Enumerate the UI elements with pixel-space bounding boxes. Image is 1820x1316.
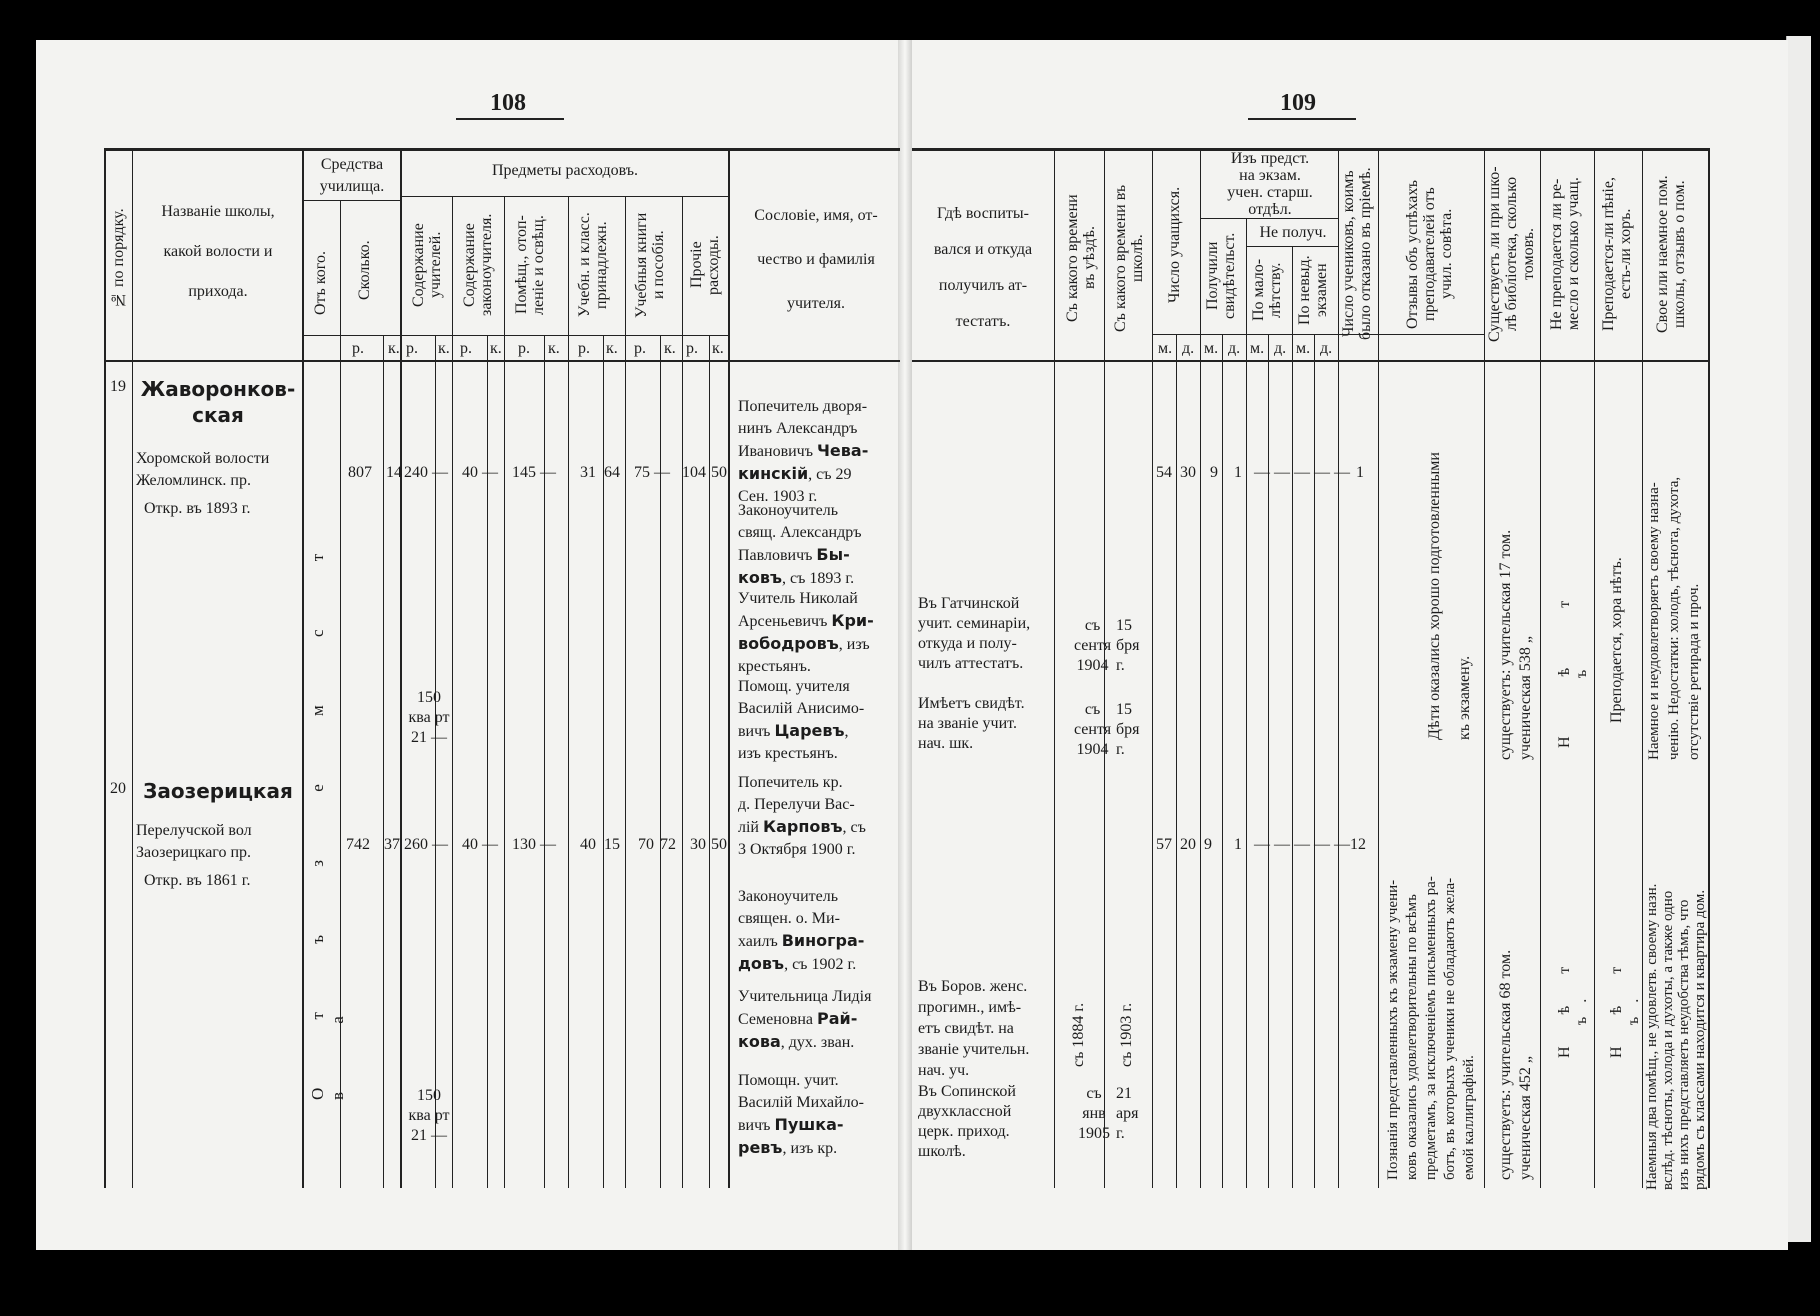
header-exp-law: Содержание законоучителя. bbox=[461, 213, 495, 317]
school-volost: Хоромской волости Желомлинск. пр. bbox=[136, 450, 270, 489]
header-reviews: Отзывы объ успѣхахъ преподавателей отъ учил. совѣта. bbox=[1404, 179, 1455, 329]
exp-books-kop: 72 bbox=[660, 836, 676, 853]
header-kop: к. bbox=[438, 340, 450, 357]
header-school-name: Названіе школы, какой волости и прихода. bbox=[161, 203, 275, 300]
header-kop: к. bbox=[490, 340, 502, 357]
got-cert-m: 9 bbox=[1210, 464, 1218, 481]
where-educated-assistant: Въ Сопинской двухклассной церк. приход. школѣ. bbox=[918, 1083, 1016, 1160]
how-much-rub: 807 bbox=[348, 464, 372, 481]
since-school-teacher: съ 1903 г. bbox=[1118, 1002, 1135, 1068]
header-rub: р. bbox=[518, 340, 530, 357]
row-number: 19 bbox=[110, 378, 126, 395]
dash-cell: — — — — — bbox=[1254, 836, 1350, 853]
got-cert-d: 1 bbox=[1234, 836, 1242, 853]
teacher-entry: Помощ. учителя Василій Анисимо- вичъ Царевъ, изъ крестьянъ. bbox=[738, 678, 865, 762]
header-kop: к. bbox=[664, 340, 676, 357]
teacher-entry: Законоучитель священ. о. Ми- хаилъ Виногра- довъ, съ 1902 г. bbox=[738, 888, 865, 973]
school-name: Заозерицкая bbox=[143, 779, 293, 803]
header-exp-books: Учебныя книги и пособія. bbox=[633, 212, 667, 318]
how-much-kop: 37 bbox=[384, 836, 400, 853]
header-rub: р. bbox=[406, 340, 418, 357]
rejected-value: 1 bbox=[1356, 464, 1364, 481]
students-d: 30 bbox=[1180, 464, 1196, 481]
school-volost: Перелучской вол Заозерицкаго пр. bbox=[136, 822, 252, 861]
reviews-text-s19: Дѣти оказались хорошо подготовленными къ экзамену. bbox=[1426, 452, 1473, 740]
page-number-left: 108 bbox=[490, 90, 526, 116]
header-exp-room: Помѣщ., отоп- леніе и освѣщ. bbox=[513, 215, 547, 315]
header-kop: к. bbox=[548, 340, 560, 357]
teacher-entry: Помощн. учит. Василій Михайло- вичъ Пушка- ревъ, изъ кр. bbox=[738, 1072, 864, 1157]
header-kop: к. bbox=[606, 340, 618, 357]
exp-supplies-rub: 31 bbox=[580, 464, 596, 481]
got-cert-m: 9 bbox=[1204, 836, 1212, 853]
school-name: Жаворонков- ская bbox=[140, 377, 296, 427]
school-opened: Откр. въ 1893 г. bbox=[144, 500, 251, 517]
since-uezd-teacher: съ сентя 1904 bbox=[1074, 617, 1112, 674]
got-cert-d: 1 bbox=[1234, 464, 1242, 481]
header-kop: к. bbox=[712, 340, 724, 357]
library-text-s20: существуетъ: учительская 68 том. ученическая 452 „ bbox=[1497, 949, 1534, 1180]
dash-cell: — — — — — bbox=[1254, 464, 1350, 481]
header-rub: р. bbox=[578, 340, 590, 357]
exp-law-value: 40 — bbox=[462, 836, 498, 853]
how-much-rub: 742 bbox=[346, 836, 370, 853]
header-not-passed: По невыд. экзамен bbox=[1296, 255, 1330, 325]
header-from-whom: Отъ кого. bbox=[312, 251, 329, 315]
exp-law-value: 40 — bbox=[462, 464, 498, 481]
exp-other-kop: 50 bbox=[711, 464, 727, 481]
since-uezd-teacher: съ 1884 г. bbox=[1070, 1002, 1087, 1068]
since-school-teacher: 15 бря г. bbox=[1116, 617, 1140, 674]
since-uezd-assistant: съ янв 1905 bbox=[1078, 1085, 1110, 1142]
header-library: Существуетъ ли при шко- лѣ библіотека, сколько томовъ. bbox=[1486, 166, 1537, 342]
rejected-value: 12 bbox=[1350, 836, 1366, 853]
crafts-text-s20: Н ѣ т ъ. bbox=[1556, 952, 1590, 1058]
exp-other-kop: 50 bbox=[711, 836, 727, 853]
page-edge bbox=[1786, 36, 1811, 1242]
school-opened: Откр. въ 1861 г. bbox=[144, 872, 251, 889]
header-since-uezd: Съ какого времени въ уѣздѣ. bbox=[1064, 194, 1098, 322]
students-m: 54 bbox=[1156, 464, 1172, 481]
since-school-assistant: 15 бря г. bbox=[1116, 701, 1140, 758]
premises-text-s20: Наемныя два помѣщ., не удовлетв. своему назн. вслѣд. тѣсноты, холода и духоты, а также одно изъ нихъ представляетъ неудобства тѣмъ, что рядомъ съ классами находится и квартира дом. bbox=[1644, 883, 1708, 1190]
header-exp-teachers: Содержание учителей. bbox=[410, 223, 444, 307]
header-not-got: Не получ. bbox=[1259, 224, 1327, 241]
header-crafts: Не преподается ли ре- месло и сколько учащ. bbox=[1548, 177, 1582, 331]
assistant-pay: 150 ква рт 21 — bbox=[408, 1087, 450, 1144]
exp-supplies-rub: 40 bbox=[580, 836, 596, 853]
exp-books-value: 75 — bbox=[634, 464, 670, 481]
exp-other-rub: 30 bbox=[690, 836, 706, 853]
page-number-rule bbox=[1248, 118, 1356, 120]
header-means: Средства училища. bbox=[319, 156, 385, 195]
teacher-entry: Попечитель кр. д. Перелучи Вас- лій Карповъ, съ 3 Октября 1900 г. bbox=[738, 774, 866, 858]
singing-text-s20: Н ѣ т ъ. bbox=[1608, 952, 1642, 1058]
exp-room-value: 130 — bbox=[512, 836, 556, 853]
exp-books-rub: 70 bbox=[638, 836, 654, 853]
exp-teachers-value: 260 — bbox=[404, 836, 448, 853]
header-rub: р. bbox=[686, 340, 698, 357]
crafts-text-s19: Н ѣ т ъ bbox=[1556, 572, 1590, 748]
teacher-entry: Попечитель дворя- нинъ Александръ Ивановичъ Чева- кинскій, съ 29 Сен. 1903 г. bbox=[738, 398, 869, 505]
students-m: 57 bbox=[1156, 836, 1172, 853]
teacher-entry: Законоучитель свящ. Александръ Павловичъ Бы- ковъ, съ 1893 г. bbox=[738, 502, 862, 587]
since-school-assistant: 21 аря г. bbox=[1116, 1085, 1139, 1142]
library-text-s19: существуетъ: учительская 17 том. ученическая 538 „ bbox=[1497, 529, 1534, 760]
where-educated-teacher: Въ Боров. женс. прогимн., имѣ- етъ свидѣт. на званіе учительн. нач. уч. bbox=[918, 978, 1030, 1079]
header-kop: к. bbox=[388, 340, 400, 357]
header-d: д. bbox=[1274, 340, 1287, 357]
header-rub: р. bbox=[634, 340, 646, 357]
header-row-number: № по порядку. bbox=[110, 208, 127, 308]
header-m: м. bbox=[1204, 340, 1219, 357]
exp-supplies-kop: 15 bbox=[604, 836, 620, 853]
singing-text-s19: Преподается, хора нѣтъ. bbox=[1608, 557, 1625, 723]
header-d: д. bbox=[1320, 340, 1333, 357]
header-expenses: Предметы расходовъ. bbox=[491, 162, 639, 179]
header-got-cert: Получили свидѣтельст. bbox=[1204, 232, 1238, 320]
page-number-rule bbox=[456, 118, 564, 120]
header-singing: Преподается-ли пѣніе, есть-ли хоръ. bbox=[1600, 177, 1634, 331]
header-teacher: Сословіе, имя, от- чество и фамилія учителя. bbox=[754, 207, 878, 312]
header-premises: Свое или наемное пом. школы, отзывъ о пом. bbox=[1654, 175, 1688, 333]
header-m: м. bbox=[1296, 340, 1311, 357]
header-exp-other: Прочіе расходы. bbox=[688, 235, 722, 295]
exp-other-rub: 104 bbox=[682, 464, 706, 481]
from-whom-value: О т ъ з е м с т в а bbox=[308, 521, 347, 1100]
header-students: Число учащихся. bbox=[1166, 186, 1183, 304]
students-d: 20 bbox=[1180, 836, 1196, 853]
header-exp-supplies: Учебн. и класс. принадлежн. bbox=[576, 212, 610, 318]
assistant-pay: 150 ква рт 21 — bbox=[408, 689, 450, 746]
since-uezd-assistant: съ сентя 1904 bbox=[1074, 701, 1112, 758]
reviews-text-s20: Познанія представленныхъ къ экзамену учени- ковъ оказались удовлетворительны по всѣмъ предметамъ, за исключеніемъ письменныхъ ра- ботъ, въ которыхъ ученики не обладаютъ жела- емой каллиграфіей. bbox=[1385, 876, 1477, 1180]
header-low-age: По мало- лѣтству. bbox=[1250, 258, 1284, 322]
page-number-right: 109 bbox=[1280, 90, 1316, 116]
how-much-kop: 14 bbox=[386, 464, 402, 481]
exp-teachers-value: 240 — bbox=[404, 464, 448, 481]
premises-text-s19: Наемное и неудовлетворяетъ своему назна- ченію. Недостатки: холодъ, тѣснота, духота, отсутствіе ретирада и проч. bbox=[1646, 476, 1702, 760]
where-educated-assistant: Имѣетъ свидѣт. на званіе учит. нач. шк. bbox=[918, 695, 1025, 752]
header-how-much: Сколько. bbox=[356, 240, 373, 300]
header-exam-group: Изъ предст. на экзам. учен. старш. отдѣл. bbox=[1227, 150, 1313, 218]
header-rub: р. bbox=[352, 340, 364, 357]
header-m: м. bbox=[1158, 340, 1173, 357]
header-rejected: Число учениковъ, коимъ было отказано въ пріемѣ. bbox=[1340, 167, 1374, 341]
header-rub: р. bbox=[460, 340, 472, 357]
exp-room-value: 145 — bbox=[512, 464, 556, 481]
header-where-educated: Гдѣ воспиты- вался и откуда получилъ ат- тестатъ. bbox=[933, 205, 1033, 330]
header-d: д. bbox=[1228, 340, 1241, 357]
row-number: 20 bbox=[110, 780, 126, 797]
where-educated-teacher: Въ Гатчинской учит. семинаріи, откуда и полу- чилъ аттестатъ. bbox=[918, 595, 1031, 672]
teacher-entry: Учитель Николай Арсеньевичъ Кри- вободровъ, изъ крестьянъ. bbox=[738, 590, 874, 675]
teacher-entry: Учительница Лидія Семеновна Рай- кова, дух. зван. bbox=[738, 988, 872, 1051]
header-m: м. bbox=[1250, 340, 1265, 357]
header-d: д. bbox=[1182, 340, 1195, 357]
exp-supplies-kop: 64 bbox=[604, 464, 620, 481]
header-since-school: Съ какого времени въ школѣ. bbox=[1112, 184, 1146, 332]
